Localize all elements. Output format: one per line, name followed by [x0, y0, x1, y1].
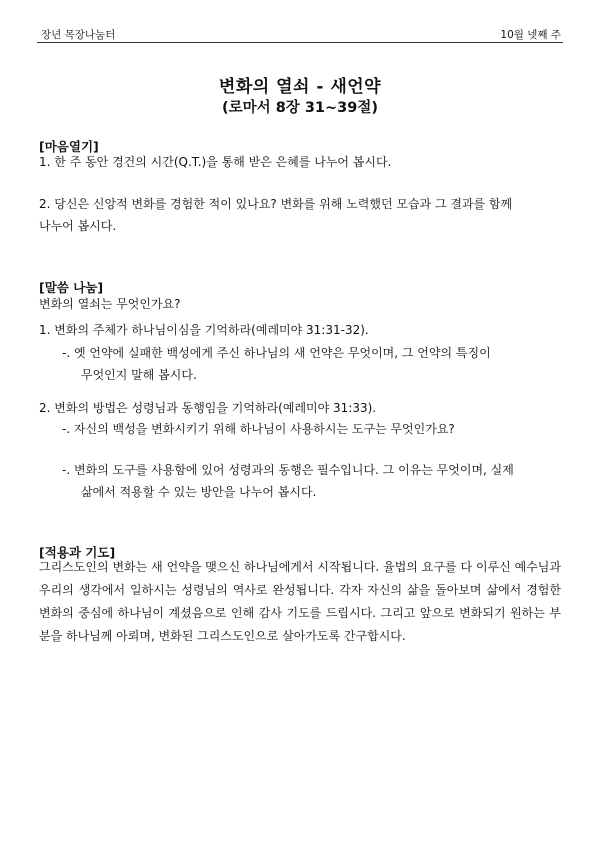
word-point-2-question-1: -. 자신의 백성을 변화시키기 위해 하나님이 사용하시는 도구는 무엇인가요? — [62, 422, 455, 436]
word-point-2: 2. 변화의 방법은 성령님과 동행임을 기억하라(예레미야 31:33). — [39, 401, 377, 415]
header-group-name: 장년 목장나눔터 — [41, 29, 116, 41]
document-title: 변화의 열쇠 - 새언약 — [218, 77, 382, 97]
word-intro: 변화의 열쇠는 무엇인가요? — [39, 297, 181, 311]
prayer-paragraph: 그리스도인의 변화는 새 언약을 맺으신 하나님에게서 시작됩니다. 율법의 요구를 다 이루신 예수님과 우리의 생각에서 일하시는 성령님의 역사로 완성됩니다. 각자 자신의 삶을 돌아보며 삶에서 경험한 변화의 중심에 하나님이 계셨음으로 인해 감사 기도를 드립시다. 그리고 앞으로 변화되기 원하는 부분을 하나님께 아뢰며, 변화된 그리스도인으로 살아가도록 간구합시다. — [39, 560, 561, 643]
header-week: 10월 넷째 주 — [500, 29, 561, 41]
word-point-1-question-line1: -. 옛 언약에 실패한 백성에게 주신 하나님의 새 언약은 무엇이며, 그 언약의 특징이 — [62, 346, 491, 360]
section-heading-opening: [마음열기] — [39, 139, 99, 154]
word-point-1: 1. 변화의 주체가 하나님이심을 기억하라(예레미야 31:31-32). — [39, 323, 369, 337]
section-heading-word: [말씀 나눔] — [39, 280, 104, 295]
opening-question-1: 1. 한 주 동안 경건의 시간(Q.T.)을 통해 받은 은혜를 나누어 봅시다. — [39, 155, 392, 169]
opening-question-2-line2: 나누어 봅시다. — [39, 219, 117, 233]
section-heading-prayer: [적용과 기도] — [39, 545, 116, 560]
word-point-2-question-2-line2: 삶에서 적용할 수 있는 방안을 나누어 봅시다. — [81, 485, 317, 499]
word-point-2-question-2-line1: -. 변화의 도구를 사용함에 있어 성령과의 동행은 필수입니다. 그 이유는 무엇이며, 실제 — [62, 463, 514, 477]
page-header — [37, 24, 563, 43]
word-point-1-question-line2: 무엇인지 말해 봅시다. — [81, 368, 197, 382]
opening-question-2-line1: 2. 당신은 신앙적 변화를 경험한 적이 있나요? 변화를 위해 노력했던 모습과 그 결과를 함께 — [39, 197, 513, 211]
scripture-reference: (로마서 8장 31~39절) — [222, 100, 378, 116]
